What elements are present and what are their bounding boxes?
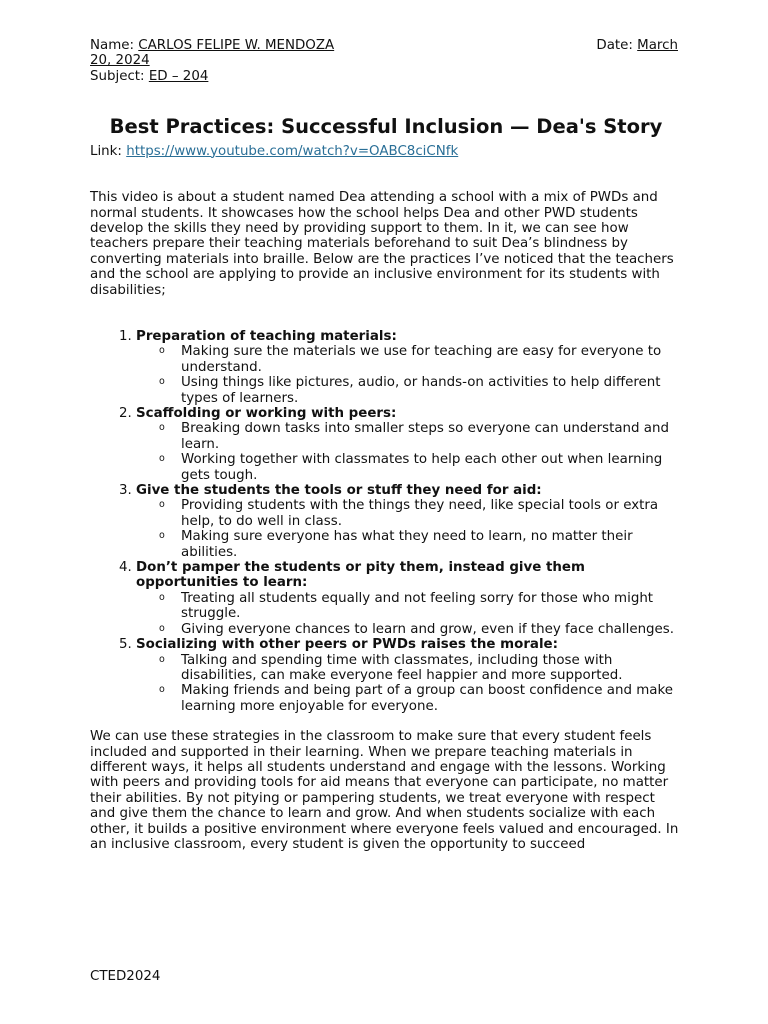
practice-point: o Providing students with the things they need, like special tools or extra help, to do well in class.	[181, 498, 682, 529]
subject-line	[90, 69, 682, 84]
date-value: March	[637, 38, 678, 53]
practice-point: o Giving everyone chances to learn and grow, even if they face challenges.	[181, 622, 682, 637]
name-label: Name:	[90, 38, 139, 53]
practice-item	[136, 483, 682, 560]
link-line	[90, 144, 682, 159]
practice-item	[136, 637, 682, 714]
practice-points	[136, 344, 682, 406]
practice-points	[136, 591, 682, 637]
link-label: Link:	[90, 143, 127, 159]
document-title: Best Practices: Successful Inclusion — Dea's Story	[109, 115, 663, 139]
intro-paragraph: This video is about a student named Dea attending a school with a mix of PWDs and normal students. It showcases how the school helps Dea and other PWD students develop the skills they need by providing support to them. In it, we can see how teachers prepare their teaching materials beforehand to suit Dea’s blindness by converting materials into braille. Below are the practices I’ve noticed that the teachers and the school are applying to provide an inclusive environment for its students with disabilities;	[90, 190, 674, 298]
practice-item	[136, 406, 682, 483]
name-value: CARLOS FELIPE W. MENDOZA	[138, 38, 335, 53]
practice-points	[136, 421, 682, 483]
practice-point: o Breaking down tasks into smaller steps so everyone can understand and learn.	[181, 421, 682, 452]
practice-heading: 4. Don’t pamper the students or pity them, instead give them opportunities to learn:	[136, 560, 585, 591]
practice-item	[136, 329, 682, 406]
closing-paragraph: We can use these strategies in the classroom to make sure that every student feels included and supported in their learning. When we prepare teaching materials in different ways, it helps all students understand and engage with the lessons. Working with peers and providing tools for aid means that everyone can participate, no matter their abilities. By not pitying or pampering students, we treat everyone with respect and give them the chance to learn and grow. And when students socialize with each other, it builds a positive environment where everyone feels valued and encouraged. In an inclusive classroom, every student is given the opportunity to succeed	[90, 729, 679, 852]
date-label: Date:	[596, 38, 638, 53]
practice-point: o Treating all students equally and not feeling sorry for those who might struggle.	[181, 591, 682, 622]
name-line	[90, 38, 682, 53]
subject-value: ED – 204	[148, 68, 209, 84]
date-continuation	[90, 53, 682, 68]
practice-point: o Making friends and being part of a group can boost confidence and make learning more enjoyable for everyone.	[181, 683, 682, 714]
practice-point: o Making sure everyone has what they need to learn, no matter their abilities.	[181, 529, 682, 560]
date-value-continued: 20, 2024	[90, 53, 150, 69]
page-footer: CTED2024	[90, 969, 161, 984]
video-link[interactable]: https://www.youtube.com/watch?v=OABC8ciCNfk	[126, 143, 459, 159]
header-block	[90, 38, 682, 84]
practice-point: o Using things like pictures, audio, or hands-on activities to help different types of learners.	[181, 375, 682, 406]
practice-points	[136, 498, 682, 560]
practice-point: o Talking and spending time with classmates, including those with disabilities, can make everyone feel happier and more supported.	[181, 653, 682, 684]
practices-list	[90, 329, 682, 714]
practice-point: o Making sure the materials we use for teaching are easy for everyone to understand.	[181, 344, 682, 375]
practice-point: o Working together with classmates to help each other out when learning gets tough.	[181, 452, 682, 483]
practice-heading: 5. Socializing with other peers or PWDs raises the morale:	[136, 637, 558, 653]
practice-item	[136, 560, 682, 637]
date-line	[596, 38, 678, 53]
practice-heading: 1. Preparation of teaching materials:	[136, 328, 397, 344]
subject-label: Subject:	[90, 68, 149, 84]
practice-heading: 3. Give the students the tools or stuff they need for aid:	[136, 483, 542, 499]
practice-points	[136, 653, 682, 715]
document-page	[90, 38, 682, 852]
practice-heading: 2. Scaffolding or working with peers:	[136, 406, 397, 421]
